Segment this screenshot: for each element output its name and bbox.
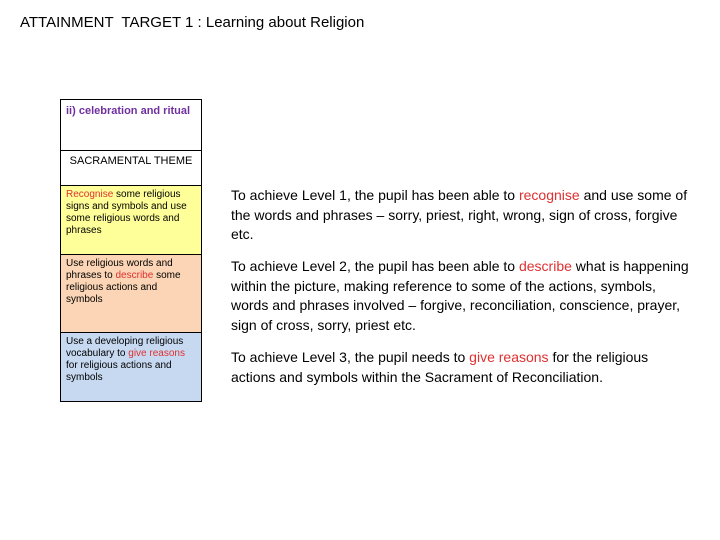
level-table [60, 99, 202, 402]
theme-label: SACRAMENTAL THEME [61, 150, 201, 185]
level-3-description [231, 348, 696, 387]
table-heading: ii) celebration and ritual [66, 105, 191, 117]
level-3-desc-keyword: give reasons [469, 349, 549, 365]
level-1-desc-keyword: recognise [518, 187, 580, 203]
level-2-keyword: describe [115, 270, 154, 281]
level-1-keyword: Recognise [66, 189, 114, 200]
page-title: ATTAINMENT TARGET 1 : Learning about Religion [20, 14, 365, 31]
level-3-text-start: Use a developing religious vocabulary to [66, 336, 184, 359]
level-3-desc-start: To achieve Level 3, the pupil needs to [231, 349, 470, 365]
level-2-desc-end: what is happening within the picture, making reference to some of the actions, symbols, words and phrases involved – forgive, reconciliation, conscience, prayer, sign of cross, sorry, priest etc. [231, 258, 689, 333]
level-1-description [231, 186, 696, 245]
level-3-cell [61, 332, 201, 401]
level-2-description [231, 257, 696, 335]
level-1-desc-end: and use some of the words and phrases – sorry, priest, right, wrong, sign of cross, forgive etc. [231, 187, 688, 242]
level-1-text: some religious signs and symbols and use some religious words and phrases [66, 189, 187, 236]
level-2-text-start: Use religious words and phrases to [66, 258, 173, 281]
level-1-desc-start: To achieve Level 1, the pupil has been able to [231, 187, 519, 203]
level-2-desc-keyword: describe [518, 258, 572, 274]
level-3-text-end: for religious actions and symbols [66, 360, 172, 383]
level-2-cell [61, 254, 201, 332]
level-1-cell [61, 185, 201, 254]
level-3-desc-end: for the religious actions and symbols within the Sacrament of Reconciliation. [231, 349, 649, 385]
level-2-desc-start: To achieve Level 2, the pupil has been able to [231, 258, 519, 274]
level-2-text-end: some religious actions and symbols [66, 270, 181, 305]
level-3-keyword: give reasons [128, 348, 185, 359]
